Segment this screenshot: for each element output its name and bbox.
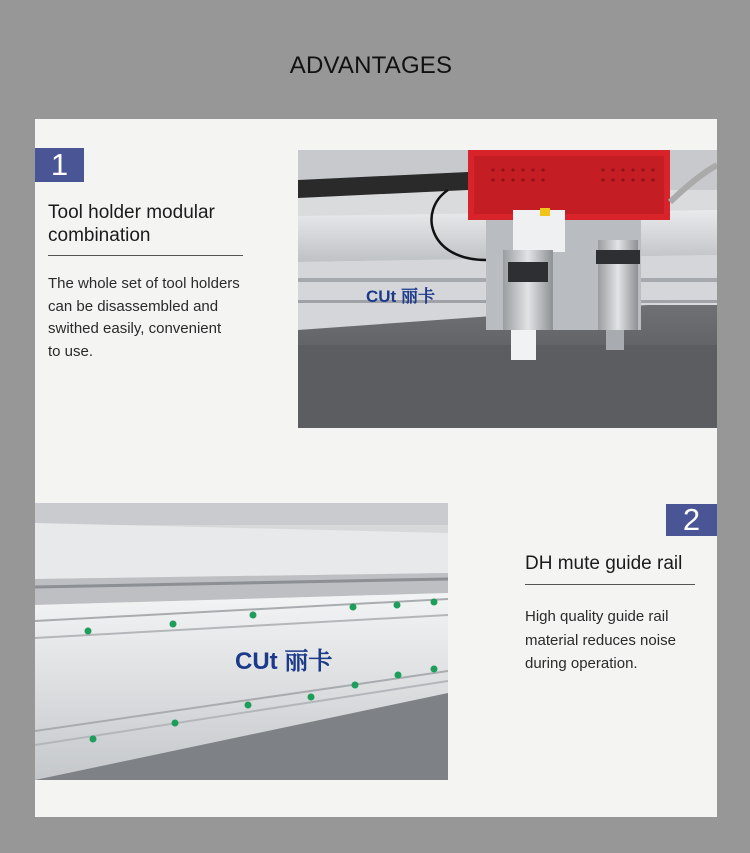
tool-holder-photo <box>298 150 717 428</box>
feature-description <box>525 605 710 676</box>
feature-description-line: can be disassembled and <box>48 297 219 315</box>
feature-description-line: swithed easily, convenient <box>48 320 222 337</box>
feature-description-line: High quality guide rail <box>525 608 669 625</box>
feature-divider <box>525 584 695 585</box>
page-title: ADVANTAGES <box>289 52 453 79</box>
feature-title-line: combination <box>48 225 151 246</box>
guide-rail-photo <box>35 503 448 780</box>
feature-description-line: The whole set of tool holders <box>48 275 240 292</box>
feature-title-line: Tool holder modular <box>48 202 215 223</box>
feature-title <box>525 552 710 575</box>
feature-description-line: during operation. <box>525 655 638 672</box>
feature-title <box>48 201 278 247</box>
photo-logo: CUt 丽卡 <box>235 648 333 675</box>
feature-number-badge: 1 <box>35 148 84 182</box>
feature-title-line: DH mute guide rail <box>525 553 683 574</box>
feature-description-line: to use. <box>48 342 94 360</box>
feature-divider <box>48 255 243 256</box>
photo-logo: CUt 丽卡 <box>366 287 435 306</box>
feature-number-badge: 2 <box>666 504 717 536</box>
feature-description <box>48 273 288 363</box>
feature-description-line: material reduces noise <box>525 631 676 649</box>
